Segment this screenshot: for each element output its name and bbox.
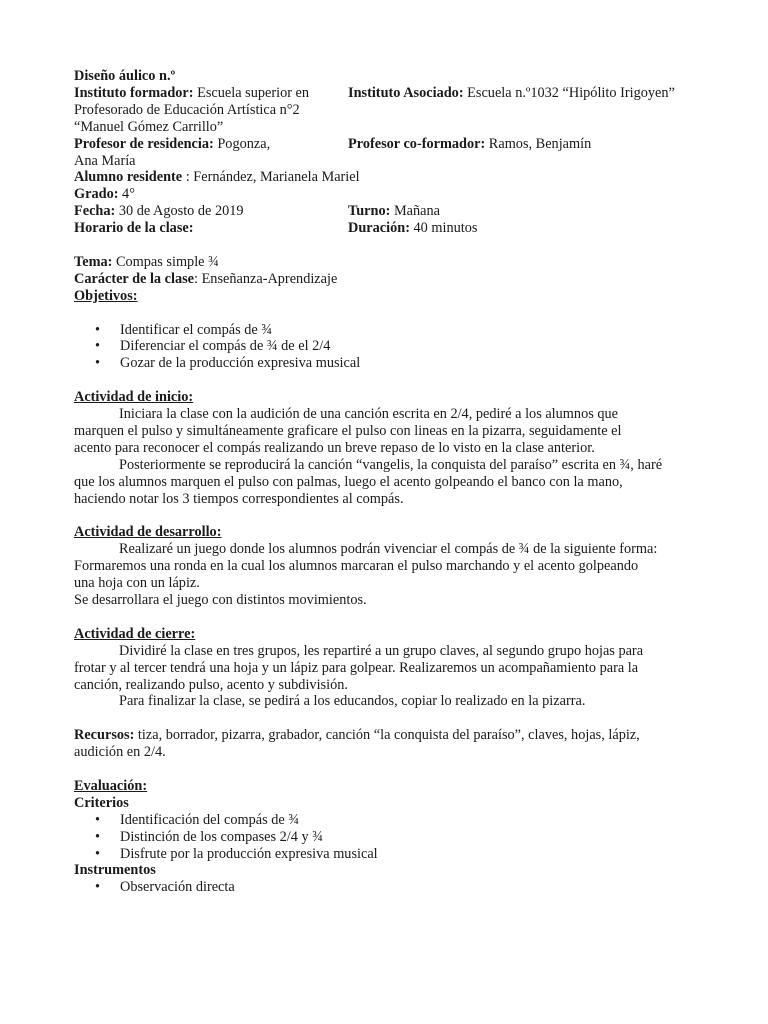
text-line: Posteriormente se reproducirá la canción “vangelis, la conquista del paraíso” escrita en ¾, haré bbox=[119, 456, 663, 473]
horario bbox=[74, 220, 348, 237]
residencia-value-line2: Ana María bbox=[74, 152, 136, 169]
formador-value-line2: Profesorado de Educación Artística n°2 bbox=[74, 101, 300, 118]
desarrollo-paragraph-1 bbox=[74, 541, 714, 592]
alumno-label: Alumno residente bbox=[74, 169, 183, 186]
text-line: haciendo notar los 3 tiempos correspondientes al compás. bbox=[74, 490, 404, 507]
text-line: acento para reconocer el compás realizando un breve repaso de lo visto en la clase anterior. bbox=[74, 439, 595, 456]
cierre-paragraph-1 bbox=[74, 643, 714, 694]
profesor-residencia bbox=[74, 136, 348, 170]
duracion bbox=[348, 220, 714, 237]
text-line: Realizaré un juego donde los alumnos podrán vivenciar el compás de ¾ de la siguiente forma: bbox=[119, 541, 658, 558]
profesor-coformador bbox=[348, 136, 714, 170]
formador-value-line3: “Manuel Gómez Carrillo” bbox=[74, 118, 224, 135]
list-item: • Identificar el compás de ¾ bbox=[74, 322, 714, 339]
recursos bbox=[74, 727, 714, 761]
fecha bbox=[74, 203, 348, 220]
list-item: • Observación directa bbox=[74, 879, 714, 896]
caracter-value: : Enseñanza-Aprendizaje bbox=[194, 270, 338, 287]
schedule-row bbox=[74, 220, 714, 237]
tema-value: Compas simple ¾ bbox=[112, 253, 219, 270]
desarrollo-paragraph-2: Se desarrollara el juego con distintos movimientos. bbox=[74, 592, 367, 609]
objetivos-heading: Objetivos: bbox=[74, 287, 138, 304]
institutions-row bbox=[74, 85, 714, 136]
coformador-value: Ramos, Benjamín bbox=[485, 135, 592, 152]
coformador-label: Profesor co-formador: bbox=[348, 135, 486, 152]
turno bbox=[348, 203, 714, 220]
asociado-label: Instituto Asociado: bbox=[348, 84, 464, 101]
grado-value: 4° bbox=[118, 186, 135, 203]
turno-label: Turno: bbox=[348, 203, 391, 220]
tema-label: Tema: bbox=[74, 253, 113, 270]
evaluacion-heading: Evaluación: bbox=[74, 777, 148, 794]
text-line: Formaremos una ronda en la cual los alumnos marcaran el pulso marchando y el acento golpeando bbox=[74, 558, 639, 575]
lesson-plan-document bbox=[74, 68, 714, 896]
fecha-value: 30 de Agosto de 2019 bbox=[115, 203, 244, 220]
duracion-value: 40 minutos bbox=[409, 220, 478, 237]
text-line: frotar y al tercer tendrá una hoja y un lápiz para golpear. Realizaremos un acompañamiento para la bbox=[74, 659, 639, 676]
instrumentos-label: Instrumentos bbox=[74, 862, 156, 879]
desarrollo-heading: Actividad de desarrollo: bbox=[74, 524, 222, 541]
instituto-asociado bbox=[348, 85, 714, 136]
teachers-row bbox=[74, 136, 714, 170]
text-line: Iniciara la clase con la audición de una canción escrita en 2/4, pediré a los alumnos que bbox=[119, 406, 618, 423]
date-row bbox=[74, 203, 714, 220]
formador-label: Instituto formador: bbox=[74, 84, 194, 101]
objetivos-list bbox=[74, 322, 714, 373]
caracter-label: Carácter de la clase bbox=[74, 270, 195, 287]
turno-value: Mañana bbox=[390, 203, 441, 220]
caracter-clase bbox=[74, 271, 714, 288]
asociado-value: Escuela n.º1032 “Hipólito Irigoyen” bbox=[463, 84, 675, 101]
inicio-heading: Actividad de inicio: bbox=[74, 389, 194, 406]
residencia-label: Profesor de residencia: bbox=[74, 135, 214, 152]
horario-label: Horario de la clase: bbox=[74, 220, 194, 237]
list-item: • Identificación del compás de ¾ bbox=[74, 812, 714, 829]
alumno-residente bbox=[74, 169, 714, 186]
text-line: que los alumnos marquen el pulso con palmas, luego el acento golpeando el banco con la mano, bbox=[74, 473, 623, 490]
grado-label: Grado: bbox=[74, 186, 119, 203]
recursos-value-line2: audición en 2/4. bbox=[74, 744, 166, 761]
text-line: marquen el pulso y simultáneamente graficare el pulso con lineas en la pizarra, seguidamente el bbox=[74, 422, 622, 439]
recursos-label: Recursos: bbox=[74, 727, 135, 744]
list-item: • Distinción de los compases 2/4 y ¾ bbox=[74, 829, 714, 846]
criterios-label: Criterios bbox=[74, 794, 129, 811]
cierre-heading: Actividad de cierre: bbox=[74, 625, 196, 642]
cierre-paragraph-2: Para finalizar la clase, se pedirá a los educandos, copiar lo realizado en la pizarra. bbox=[119, 693, 586, 710]
document-title: Diseño áulico n.º bbox=[74, 68, 176, 84]
alumno-value: : Fernández, Marianela Mariel bbox=[182, 169, 360, 186]
inicio-paragraph-2 bbox=[74, 457, 714, 508]
text-line: canción, realizando pulso, acento y subdivisión. bbox=[74, 676, 348, 693]
formador-value: Escuela superior en bbox=[193, 84, 310, 101]
list-item: • Disfrute por la producción expresiva musical bbox=[74, 846, 714, 863]
text-line: Dividiré la clase en tres grupos, les repartiré a un grupo claves, al segundo grupo hojas para bbox=[119, 642, 644, 659]
text-line: una hoja con un lápiz. bbox=[74, 575, 200, 592]
list-item: • Diferenciar el compás de ¾ de el 2/4 bbox=[74, 338, 714, 355]
inicio-paragraph-1 bbox=[74, 406, 714, 457]
instituto-formador bbox=[74, 85, 348, 136]
criterios-list bbox=[74, 812, 714, 863]
tema bbox=[74, 254, 714, 271]
recursos-value: tiza, borrador, pizarra, grabador, canción “la conquista del paraíso”, claves, hojas, lápiz, bbox=[134, 727, 640, 744]
instrumentos-list bbox=[74, 879, 714, 896]
residencia-value: Pogonza, bbox=[213, 135, 271, 152]
grado bbox=[74, 186, 714, 203]
duracion-label: Duración: bbox=[348, 220, 410, 237]
list-item: • Gozar de la producción expresiva musical bbox=[74, 355, 714, 372]
fecha-label: Fecha: bbox=[74, 203, 116, 220]
